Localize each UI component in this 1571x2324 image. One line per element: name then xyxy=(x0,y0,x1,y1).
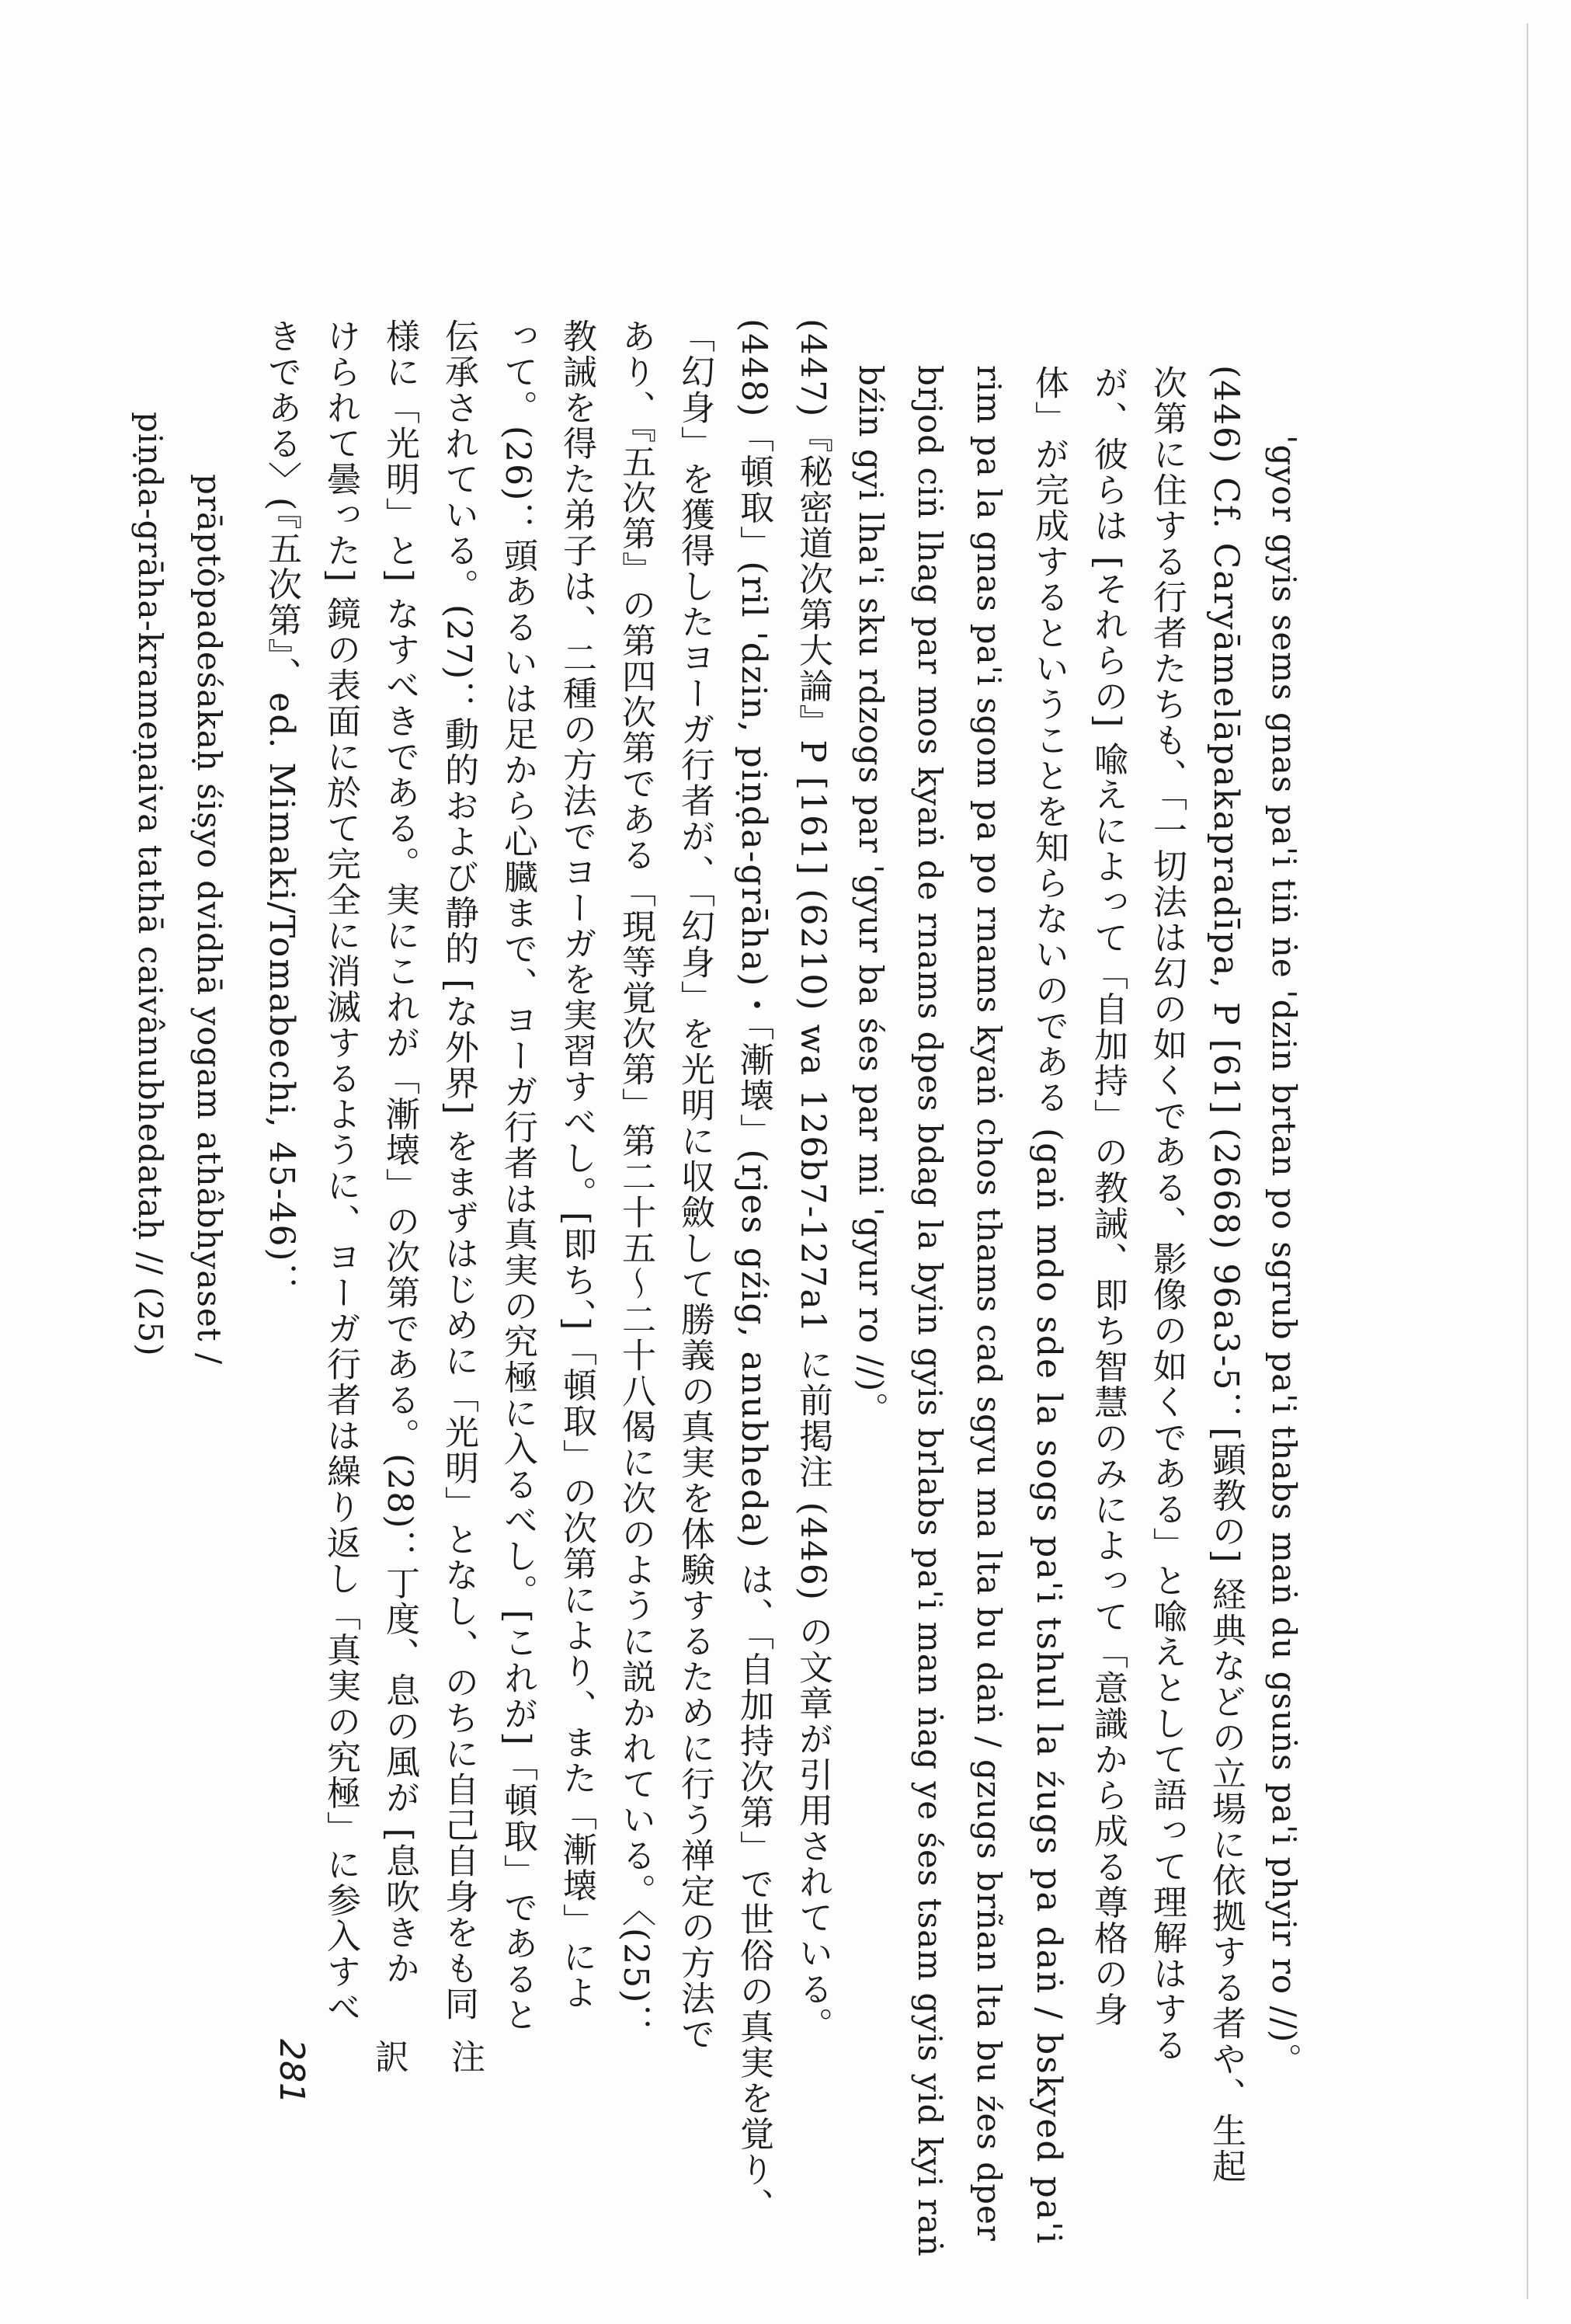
note-448-line-7: 様に「光明」と] なすべきである。実にこれが「漸壊」の次第である。(28)：丁度、息の風が [息吹きか xyxy=(380,318,419,1986)
note-448-line-5: って。(26)：頭あるいは足から心臓まで、ヨーガ行者は真実の究極に入るべし。[これが]「頓取」であると xyxy=(498,318,537,2033)
sanskrit-verse-line-1: prāptôpadeśakaḥ śiṣyo dvidhā yogam athâbhyaset / xyxy=(190,474,228,1366)
note-448-line-2: 「幻身」を獲得したヨーガ行者が、「幻身」を光明に収斂して勝義の真実を体験するために行う禅定の方法で xyxy=(675,318,714,2052)
note-448-line-8: けられて曇った] 鏡の表面に於て完全に消滅するように、ヨーガ行者は繰り返し「真実の究極」に参入すべ xyxy=(321,318,360,2026)
sanskrit-verse-line-2: piṇḍa-grāha-krameṇaiva tathā caivânubhedataḥ // (25) xyxy=(131,412,169,1357)
running-head-char-1: 訳 xyxy=(369,2039,408,2073)
note-448-line-4: 教誡を得た弟子は、二種の方法でヨーガを実習すべし。[即ち、]「頓取」の次第により、また「漸壊」によ xyxy=(557,318,596,2011)
page-gutter-edge xyxy=(1527,23,1528,2299)
note-448-line-9: きである〉(『五次第』、ed. Mimaki/Tomabechi, 45-46)： xyxy=(262,318,301,1299)
note-448-line-1: (448)「頓取」(ril 'dzin, piṇḍa-grāha)・「漸壊」(rjes gźig, anubheda) は、「自加持次第」で世俗の真実を覚り、 xyxy=(734,318,773,2224)
note-446-line-6: brjod ciṅ lhag par mos kyaṅ de rnams dpes bdag la byin gyis brlabs pa'i man ṅag ye śes tsam gyis yid kyi raṅ xyxy=(911,365,949,2257)
text-line-1: 'gyor gyis sems gnas pa'i tiṅ ṅe 'dzin brtan po sgrub pa'i thabs maṅ du gsuṅs pa'i phyir ro //)。 xyxy=(1265,435,1303,2077)
note-446-line-5: rim pa la gnas pa'i sgom pa po rnams kyaṅ chos thams cad sgyu ma lta bu daṅ / gzugs brñan lta bu źes dper xyxy=(970,365,1008,2242)
running-head-char-2: 注 xyxy=(445,2039,485,2073)
page-number: 281 xyxy=(272,2039,311,2104)
note-448-line-6: 伝承されている。(27)：動的および静的 [な外界] をまずはじめに「光明」となし、のちに自己自身をも同 xyxy=(439,318,478,2022)
note-446-line-3: が、彼らは [それらの] 喩えによって「自加持」の教誡、即ち智慧のみによって「意識から成る尊格の身 xyxy=(1088,365,1128,2028)
note-448-line-3: あり、『五次第』の第四次第である「現等覚次第」第二十五～二十八偈に次のように説かれている。〈(25)： xyxy=(616,318,655,2040)
note-447: (447)『秘密道次第大論』P [161] (6210) wa 126b7-127a1 に前掲注 (446) の文章が引用されている。 xyxy=(793,318,832,2043)
note-446-line-2: 次第に住する行者たちも、「一切法は幻の如くである、影像の如くである」と喩えとして語って理解はする xyxy=(1147,365,1187,2063)
note-446-line-7: bźin gyi lha'i sku rdzogs par 'gyur ba śes par mi 'gyur ro //)。 xyxy=(852,365,890,1426)
note-446-line-1: (446) Cf. Caryāmelāpakapradīpa, P [61] (2668) 96a3-5：[顕教の] 経典などの立場に依拠する者や、生起 xyxy=(1206,365,1246,2184)
note-446-line-4: 体」が完成するということを知らないのである (gaṅ mdo sde la sogs pa'i tshul la źugs pa daṅ / bskyed pa'i xyxy=(1029,365,1069,2246)
